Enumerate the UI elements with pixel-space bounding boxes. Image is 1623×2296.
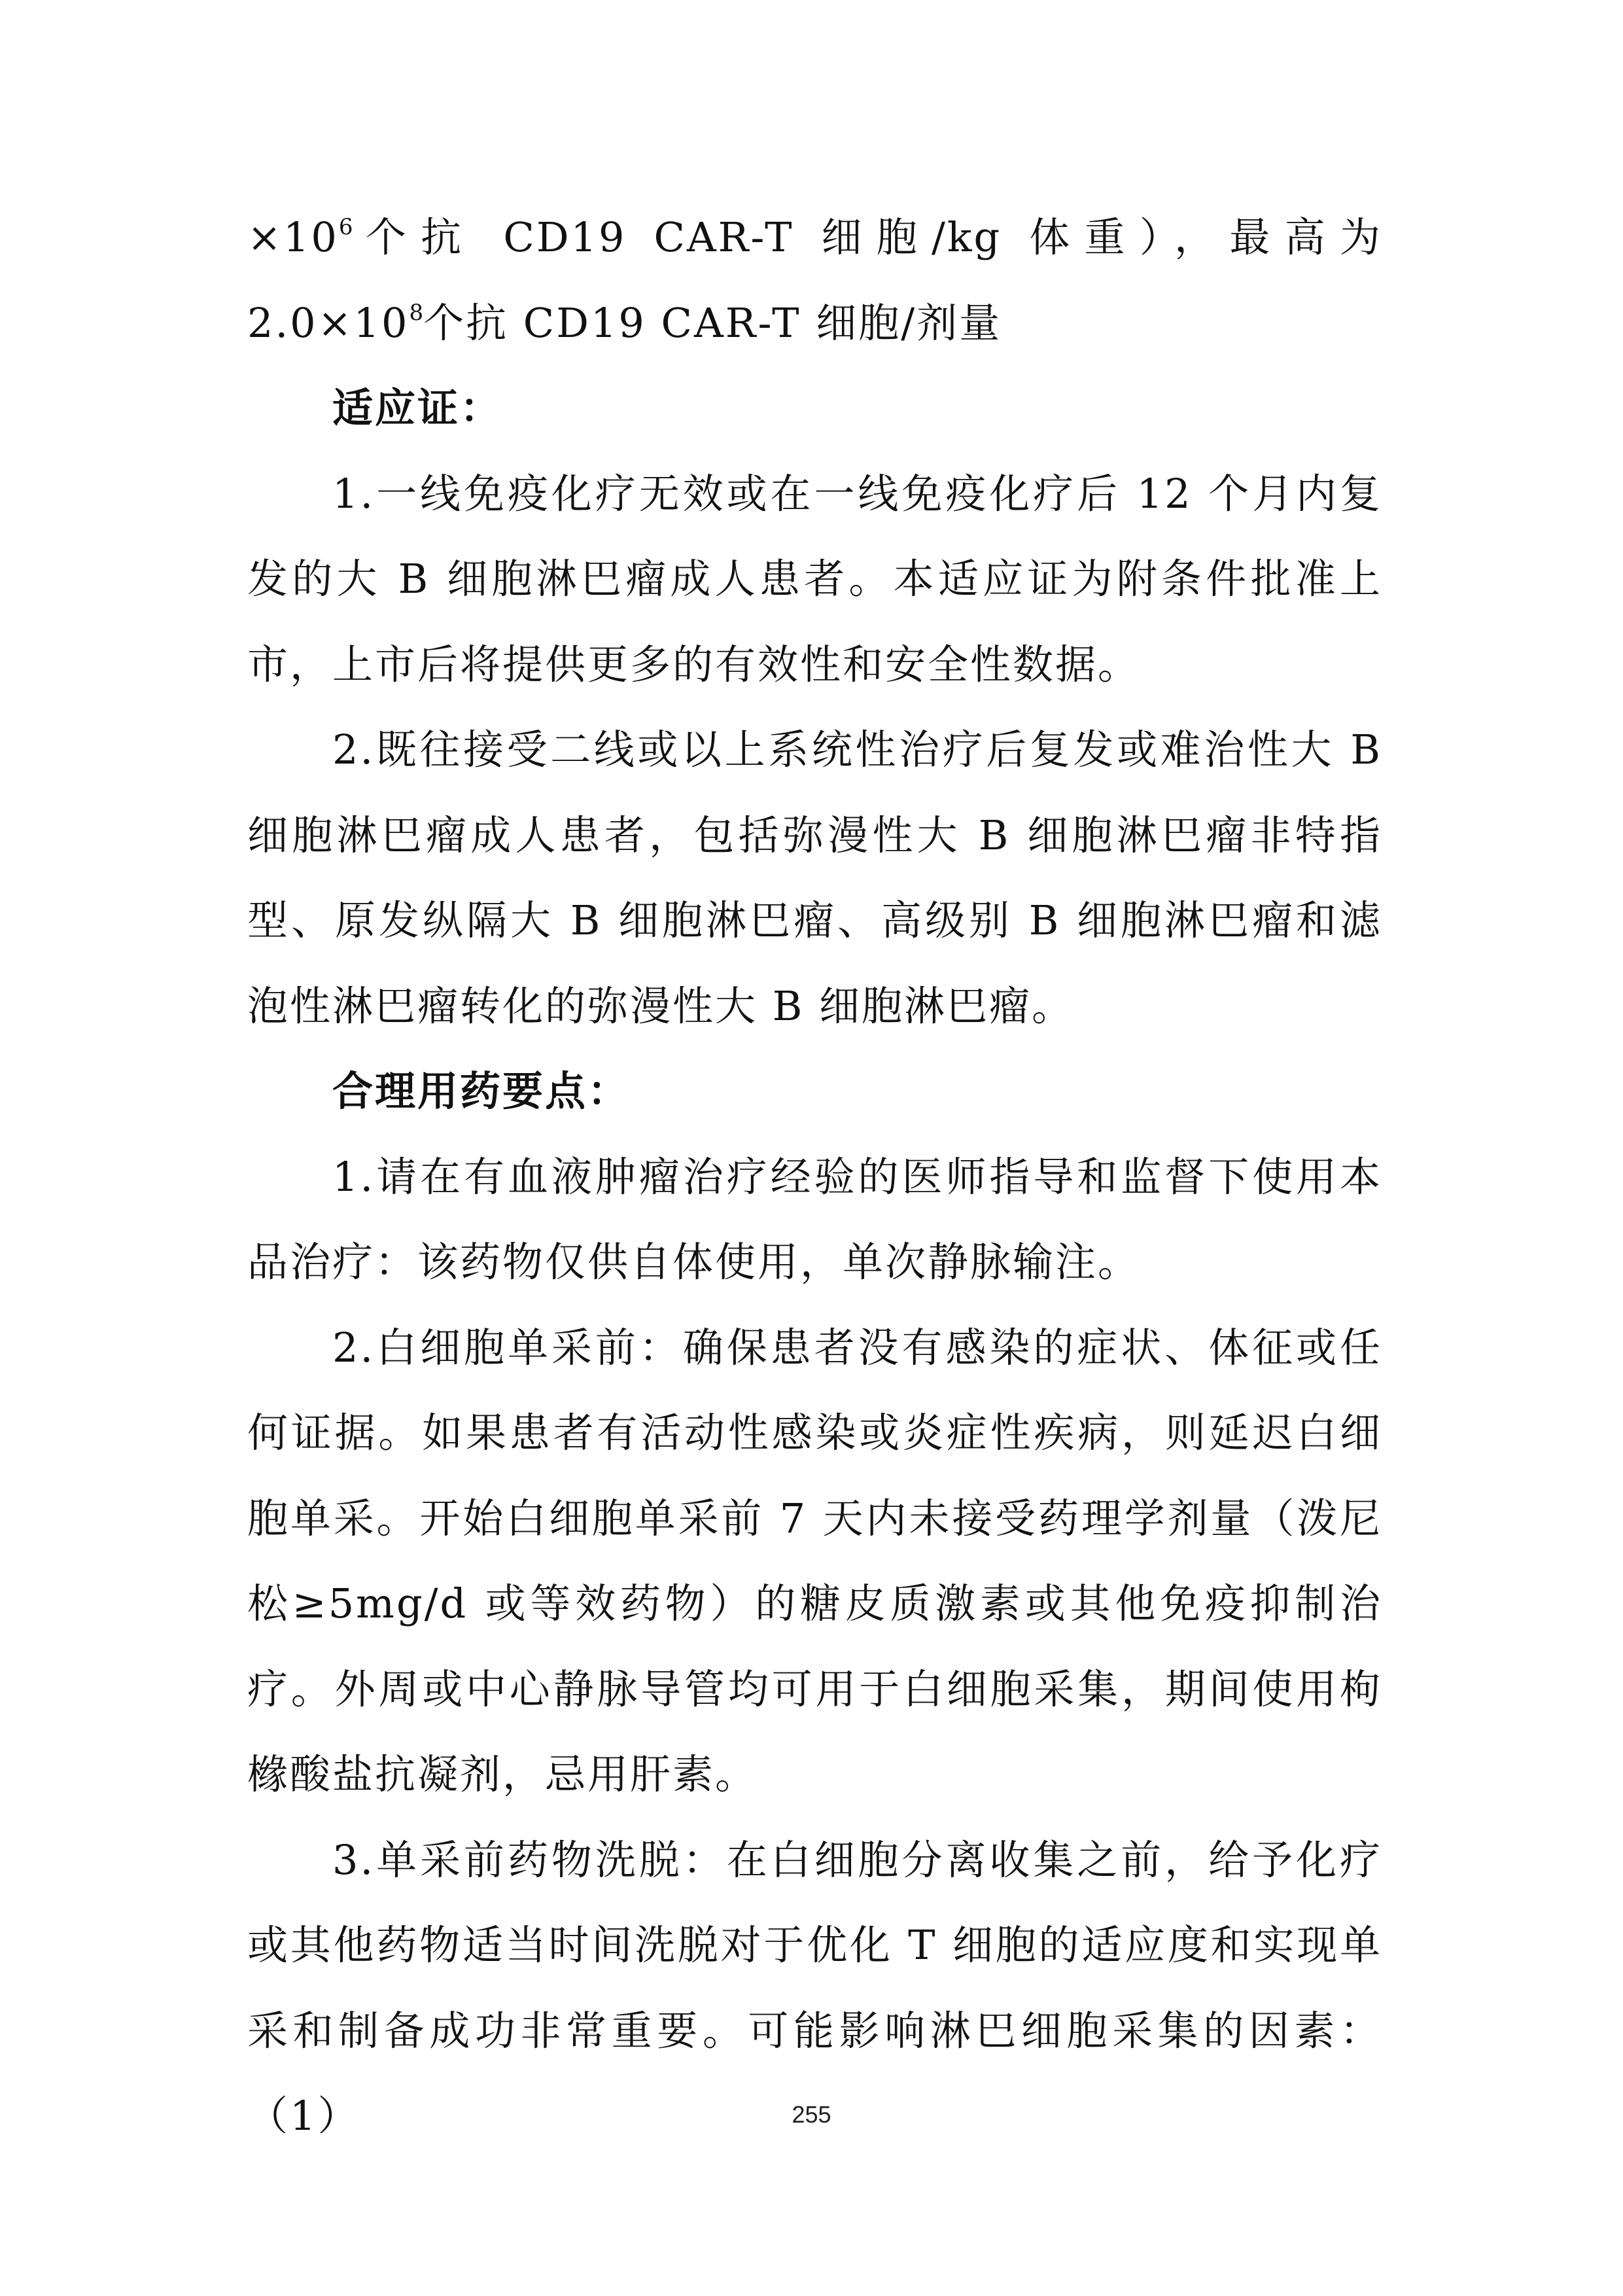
page-number: 255 (792, 2101, 831, 2128)
rational-use-item: 2.白细胞单采前：确保患者没有感染的症状、体征或任何证据。如果患者有活动性感染或炎症性疾病，则延迟白细胞单采。开始白细胞单采前 7 天内未接受药理学剂量（泼尼松≥5mg/d 或等效药物）的糖皮质激素或其他免疫抑制治疗。外周或中心静脉导管均可用于白细胞采集，期间使用枸橼酸盐抗凝剂，忌用肝素。 (247, 1323, 1382, 1798)
dosage-continuation (247, 195, 1382, 366)
dosage-text-2: 个抗 CD19 CAR-T 细胞/kg 体重），最高为 2.0×10 (247, 213, 1382, 347)
indications-heading: 适应证： (332, 384, 503, 432)
indication-item: 1.一线免疫化疗无效或在一线免疫化疗后 12 个月内复发的大 B 细胞淋巴瘤成人患者。本适应证为附条件批准上市，上市后将提供更多的有效性和安全性数据。 (247, 469, 1382, 688)
dosage-exponent-1: 6 (338, 214, 353, 240)
rational-use-item: 1.请在有血液肿瘤治疗经验的医师指导和监督下使用本品治疗：该药物仅供自体使用，单次静脉输注。 (247, 1152, 1382, 1286)
indication-item: 2.既往接受二线或以上系统性治疗后复发或难治性大 B 细胞淋巴瘤成人患者，包括弥漫性大 B 细胞淋巴瘤非特指型、原发纵隔大 B 细胞淋巴瘤、高级别 B 细胞淋巴瘤和滤泡性淋巴瘤转化的弥漫性大 B 细胞淋巴瘤。 (247, 726, 1382, 1030)
dosage-text-3: 个抗 CD19 CAR-T 细胞/剂量 (423, 298, 1002, 347)
dosage-exponent-2: 8 (409, 299, 424, 326)
page-content (247, 195, 1382, 2159)
rational-use-item: 3.单采前药物洗脱：在白细胞分离收集之前，给予化疗或其他药物适当时间洗脱对于优化 T 细胞的适应度和实现单采和制备成功非常重要。可能影响淋巴细胞采集的因素：（1） (247, 1835, 1382, 2140)
rational-use-heading: 合理用药要点： (332, 1067, 631, 1115)
dosage-text-1: ×10 (247, 213, 339, 261)
